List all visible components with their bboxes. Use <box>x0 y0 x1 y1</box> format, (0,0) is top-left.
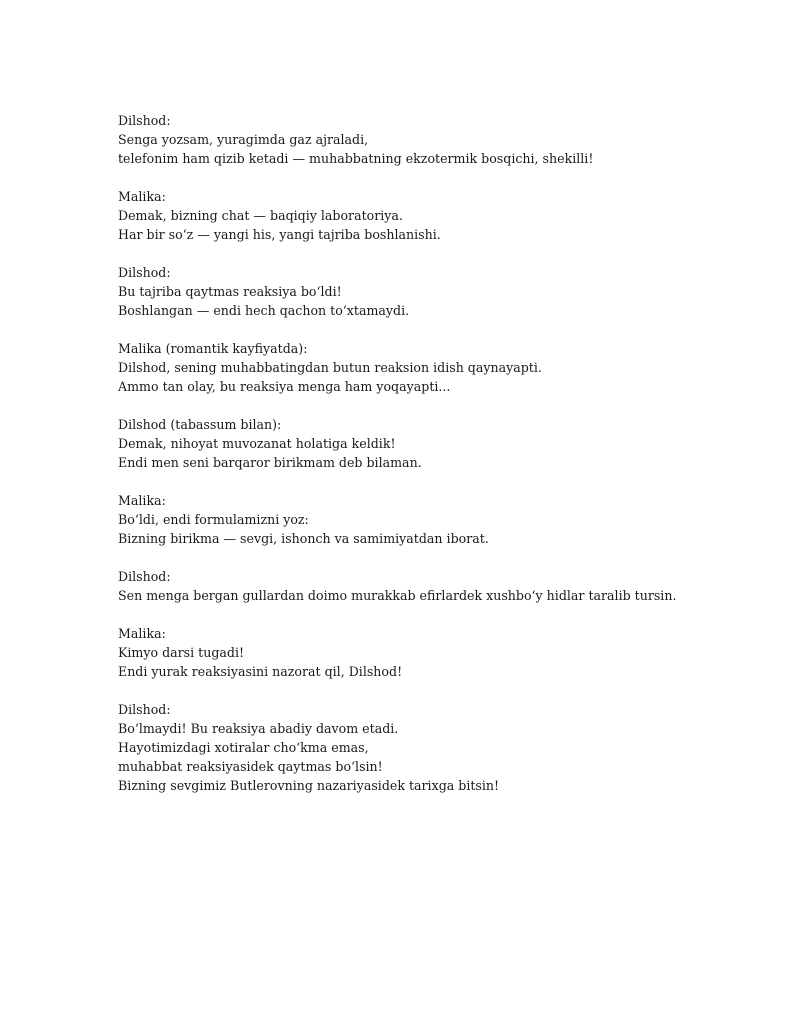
dialogue-block <box>118 624 758 681</box>
dialogue-line: Endi men seni barqaror birikmam deb bilaman. <box>118 455 422 470</box>
dialogue-line: Sen menga bergan gullardan doimo murakkab efirlardek xushbo‘y hidlar taralib tursin. <box>118 588 677 603</box>
speaker-name: Malika (romantik kayfiyatda): <box>118 341 308 356</box>
dialogue-line: Bu tajriba qaytmas reaksiya bo‘ldi! <box>118 284 342 299</box>
dialogue-line: Har bir so‘z — yangi his, yangi tajriba boshlanishi. <box>118 227 441 242</box>
dialogue-block <box>118 415 758 472</box>
dialogue-line: Senga yozsam, yuragimda gaz ajraladi, <box>118 132 369 147</box>
dialogue-line: Kimyo darsi tugadi! <box>118 645 245 660</box>
dialogue-line: telefonim ham qizib ketadi — muhabbatning ekzotermik bosqichi, shekilli! <box>118 151 594 166</box>
dialogue-line: Bo‘ldi, endi formulamizni yoz: <box>118 512 309 527</box>
document-page <box>118 111 758 814</box>
dialogue-line: Bizning birikma — sevgi, ishonch va samimiyatdan iborat. <box>118 531 489 546</box>
dialogue-line: Boshlangan — endi hech qachon to‘xtamaydi. <box>118 303 410 318</box>
dialogue-line: Ammo tan olay, bu reaksiya menga ham yoqayapti... <box>118 379 451 394</box>
dialogue-block <box>118 491 758 548</box>
dialogue-block <box>118 339 758 396</box>
dialogue-line: Bo‘lmaydi! Bu reaksiya abadiy davom etadi. <box>118 721 399 736</box>
dialogue-block <box>118 187 758 244</box>
speaker-name: Dilshod: <box>118 113 171 128</box>
dialogue-line: Dilshod, sening muhabbatingdan butun reaksion idish qaynayapti. <box>118 360 542 375</box>
speaker-name: Malika: <box>118 493 166 508</box>
dialogue-line: Demak, nihoyat muvozanat holatiga keldik! <box>118 436 396 451</box>
speaker-name: Dilshod: <box>118 702 171 717</box>
speaker-name: Dilshod: <box>118 569 171 584</box>
speaker-name: Malika: <box>118 626 166 641</box>
speaker-name: Malika: <box>118 189 166 204</box>
dialogue-block <box>118 700 758 795</box>
speaker-name: Dilshod (tabassum bilan): <box>118 417 282 432</box>
dialogue-block <box>118 111 758 168</box>
dialogue-line: muhabbat reaksiyasidek qaytmas bo‘lsin! <box>118 759 383 774</box>
dialogue-line: Endi yurak reaksiyasini nazorat qil, Dilshod! <box>118 664 403 679</box>
dialogue-block <box>118 567 758 605</box>
dialogue-line: Demak, bizning chat — baqiqiy laboratoriya. <box>118 208 403 223</box>
dialogue-block <box>118 263 758 320</box>
dialogue-line: Bizning sevgimiz Butlerovning nazariyasidek tarixga bitsin! <box>118 778 500 793</box>
speaker-name: Dilshod: <box>118 265 171 280</box>
dialogue-line: Hayotimizdagi xotiralar cho‘kma emas, <box>118 740 369 755</box>
